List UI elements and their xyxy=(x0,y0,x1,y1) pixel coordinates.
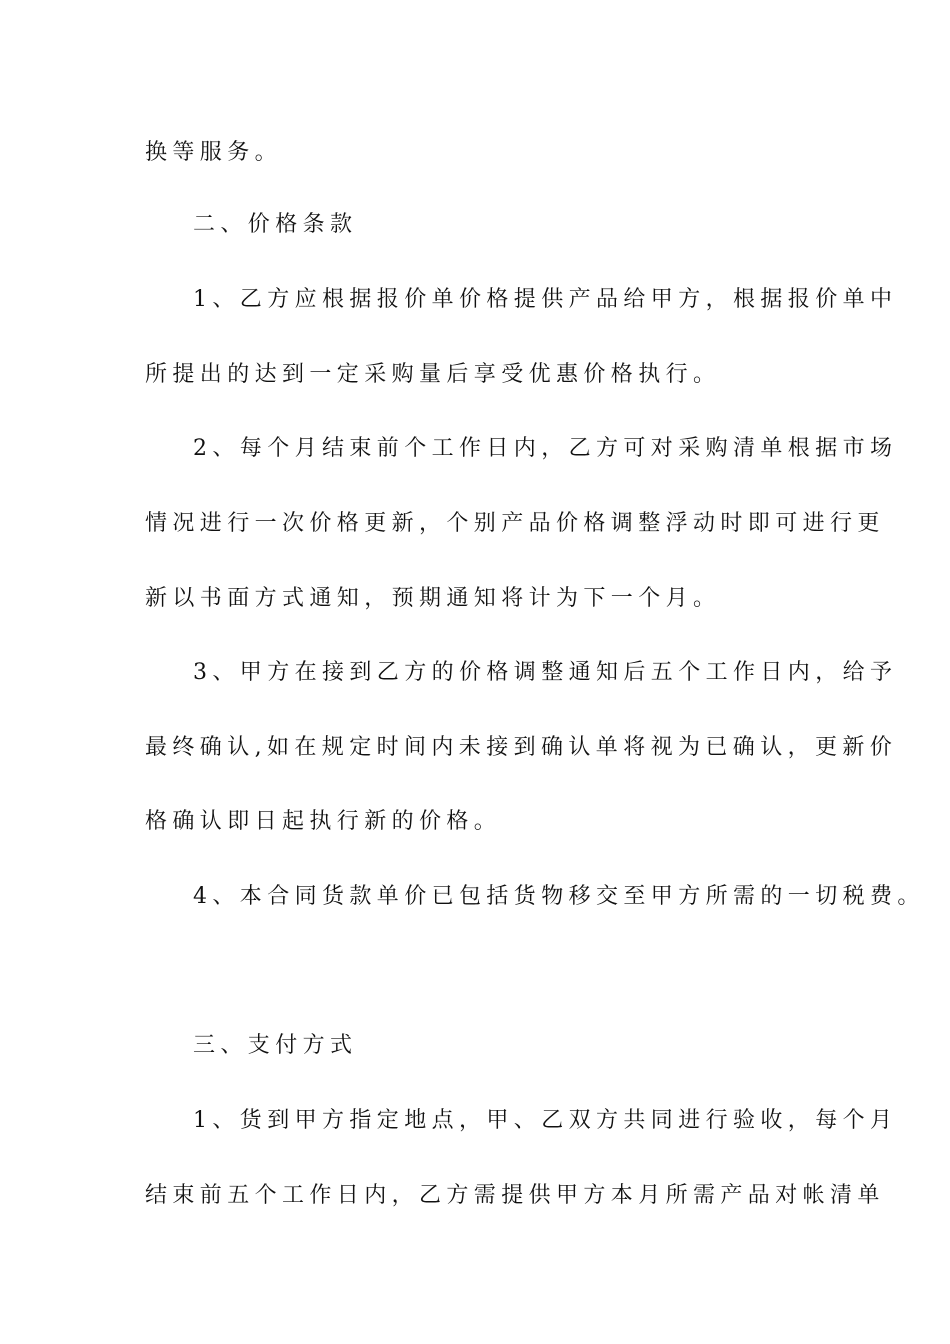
text-line: 情况进行一次价格更新，个别产品价格调整浮动时即可进行更 xyxy=(145,511,885,536)
text-line: 1、乙方应根据报价单价格提供产品给甲方，根据报价单中 xyxy=(193,287,898,312)
text-line: 换等服务。 xyxy=(145,140,283,165)
text-line: 所提出的达到一定采购量后享受优惠价格执行。 xyxy=(145,362,721,387)
section-heading-payment: 三、支付方式 xyxy=(193,1033,358,1058)
text-line: 3、甲方在接到乙方的价格调整通知后五个工作日内，给予 xyxy=(193,660,898,685)
text-line: 新以书面方式通知，预期通知将计为下一个月。 xyxy=(145,586,721,611)
text-line: 1、货到甲方指定地点，甲、乙双方共同进行验收，每个月 xyxy=(193,1108,898,1133)
text-line: 格确认即日起执行新的价格。 xyxy=(145,809,502,834)
text-line: 2、每个月结束前个工作日内，乙方可对采购清单根据市场 xyxy=(193,436,898,461)
section-heading-pricing: 二、价格条款 xyxy=(193,212,358,237)
text-line: 最终确认,如在规定时间内未接到确认单将视为已确认，更新价 xyxy=(145,735,898,760)
text-line: 结束前五个工作日内，乙方需提供甲方本月所需产品对帐清单 xyxy=(145,1183,885,1208)
text-line: 4、本合同货款单价已包括货物移交至甲方所需的一切税费。 xyxy=(193,884,925,909)
